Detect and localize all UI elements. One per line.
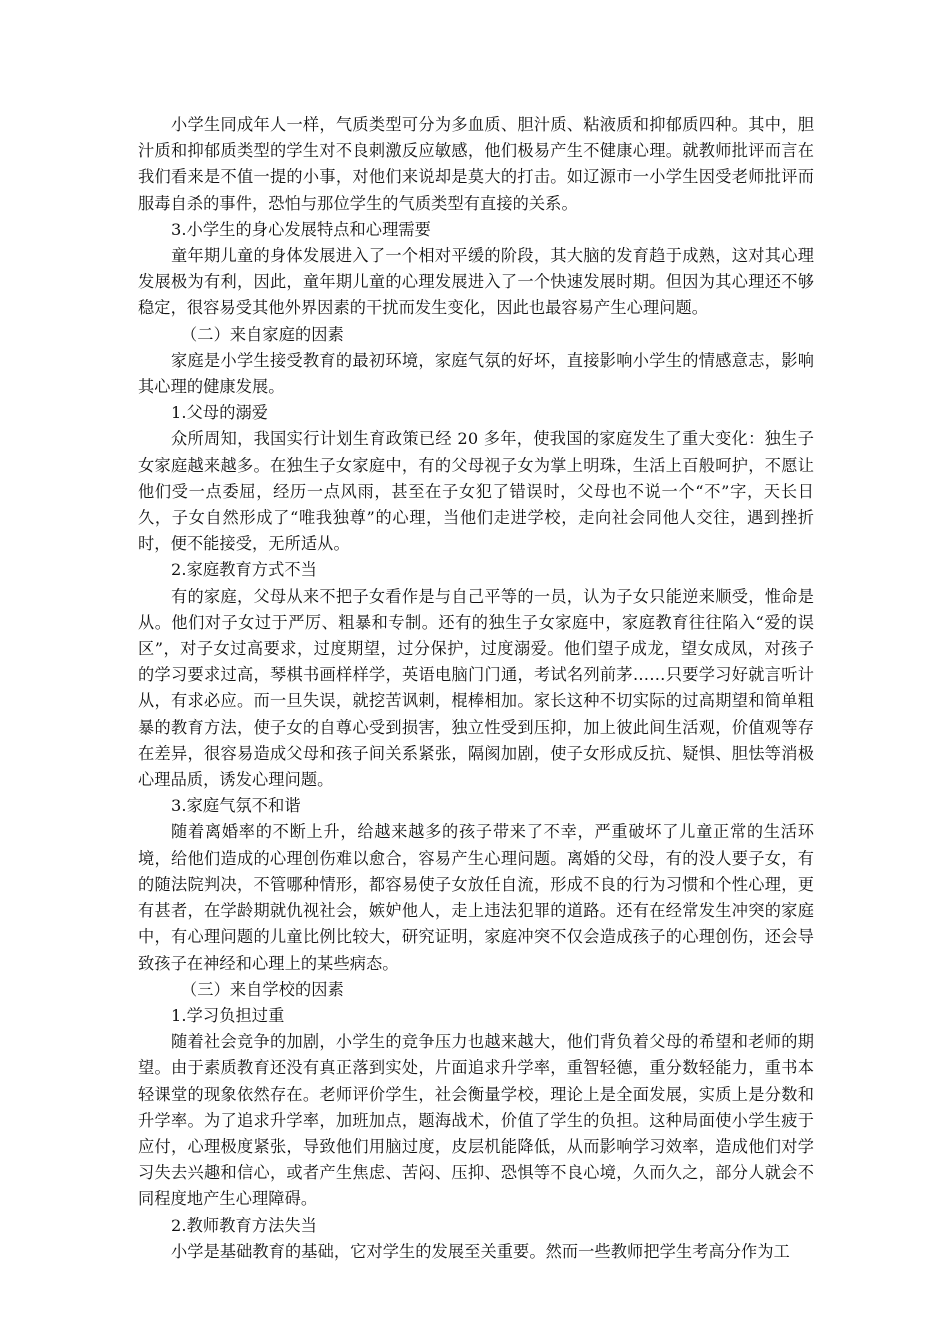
section-heading-school: （三）来自学校的因素 bbox=[181, 979, 344, 999]
paragraph-family-disharmony: 随着离婚率的不断上升，给越来越多的孩子带来了不幸，严重破坏了儿童正常的生活环境，给他们造成的心理创伤难以愈合，容易产生心理问题。离婚的父母，有的没人要子女，有的随法院判决，不管哪种情形，都容易使子女放任自流，形成不良的行为习惯和个性心理，更有甚者，在学龄期就仇视社会，嫉妒他人，走上违法犯罪的道路。还有在经常发生冲突的家庭中，有心理问题的儿童比例比较大，研究证明，家庭冲突不仅会造成孩子的心理创伤，还会导致孩子在神经和心理上的某些病态。 bbox=[138, 822, 814, 973]
paragraph-study-burden: 随着社会竞争的加剧，小学生的竞争压力也越来越大，他们背负着父母的希望和老师的期望。由于素质教育还没有真正落到实处，片面追求升学率，重智轻德，重分数轻能力，重书本轻课堂的现象依然存在。老师评价学生，社会衡量学校，理论上是全面发展，实质上是分数和升学率。为了追求升学率，加班加点，题海战术，价值了学生的负担。这种局面使小学生疲于应付，心理极度紧张，导致他们用脑过度，皮层机能降低，从而影响学习效率，造成他们对学习失去兴趣和信心，或者产生焦虑、苦闷、压抑、恐惧等不良心境，久而久之，部分人就会不同程度地产生心理障碍。 bbox=[138, 1032, 814, 1209]
document-body bbox=[138, 112, 814, 1265]
paragraph-parental-doting: 众所周知，我国实行计划生育政策已经 20 多年，使我国的家庭发生了重大变化：独生子女家庭越来越多。在独生子女家庭中，有的父母视子女为掌上明珠，生活上百般呵护，不愿让他们受一点委屈，经历一点风雨，甚至在子女犯了错误时，父母也不说一个“不”字，天长日久，子女自然形成了“唯我独尊”的心理，当他们走进学校，走向社会同他人交往，遇到挫折时，便不能接受，无所适从。 bbox=[138, 429, 814, 554]
paragraph-childhood-development: 童年期儿童的身体发展进入了一个相对平缓的阶段，其大脑的发育趋于成熟，这对其心理发展极为有利，因此，童年期儿童的心理发展进入了一个快速发展时期。但因为其心理还不够稳定，很容易受其他外界因素的干扰而发生变化，因此也最容易产生心理问题。 bbox=[138, 246, 814, 318]
paragraph-teaching-methods: 小学是基础教育的基础，它对学生的发展至关重要。然而一些教师把学生考高分作为工 bbox=[171, 1241, 790, 1261]
heading-improper-family-education: 2.家庭教育方式不当 bbox=[171, 560, 317, 580]
heading-family-disharmony: 3.家庭气氛不和谐 bbox=[171, 796, 301, 816]
heading-development-needs: 3.小学生的身心发展特点和心理需要 bbox=[171, 219, 431, 239]
heading-parental-doting: 1.父母的溺爱 bbox=[171, 403, 269, 423]
paragraph-temperament: 小学生同成年人一样，气质类型可分为多血质、胆汁质、粘液质和抑郁质四种。其中，胆汁质和抑郁质类型的学生对不良刺激反应敏感，他们极易产生不健康心理。就教师批评而言在我们看来是不值一提的小事，对他们来说却是莫大的打击。如辽源市一小学生因受老师批评而服毒自杀的事件，恐怕与那位学生的气质类型有直接的关系。 bbox=[138, 115, 814, 213]
paragraph-family-environment: 家庭是小学生接受教育的最初环境，家庭气氛的好坏，直接影响小学生的情感意志，影响其心理的健康发展。 bbox=[138, 350, 814, 397]
section-heading-family: （二）来自家庭的因素 bbox=[181, 324, 344, 344]
heading-study-burden: 1.学习负担过重 bbox=[171, 1005, 285, 1025]
paragraph-improper-family-education: 有的家庭，父母从来不把子女看作是与自己平等的一员，认为子女只能逆来顺受，惟命是从。他们对子女过于严厉、粗暴和专制。还有的独生子女家庭中，家庭教育往往陷入“爱的误区”，对子女过高要求，过度期望，过分保护，过度溺爱。他们望子成龙，望女成凤，对孩子的学习要求过高，琴棋书画样样学，英语电脑门门通，考试名列前茅……只要学习好就言听计从，有求必应。而一旦失误，就挖苦讽刺，棍棒相加。家长这种不切实际的过高期望和简单粗暴的教育方法，使子女的自尊心受到损害，独立性受到压抑，加上彼此间生活观，价值观等存在差异，很容易造成父母和孩子间关系紧张，隔阂加剧，使子女形成反抗、疑惧、胆怯等消极心理品质，诱发心理问题。 bbox=[138, 586, 814, 790]
heading-teaching-methods: 2.教师教育方法失当 bbox=[171, 1215, 317, 1235]
